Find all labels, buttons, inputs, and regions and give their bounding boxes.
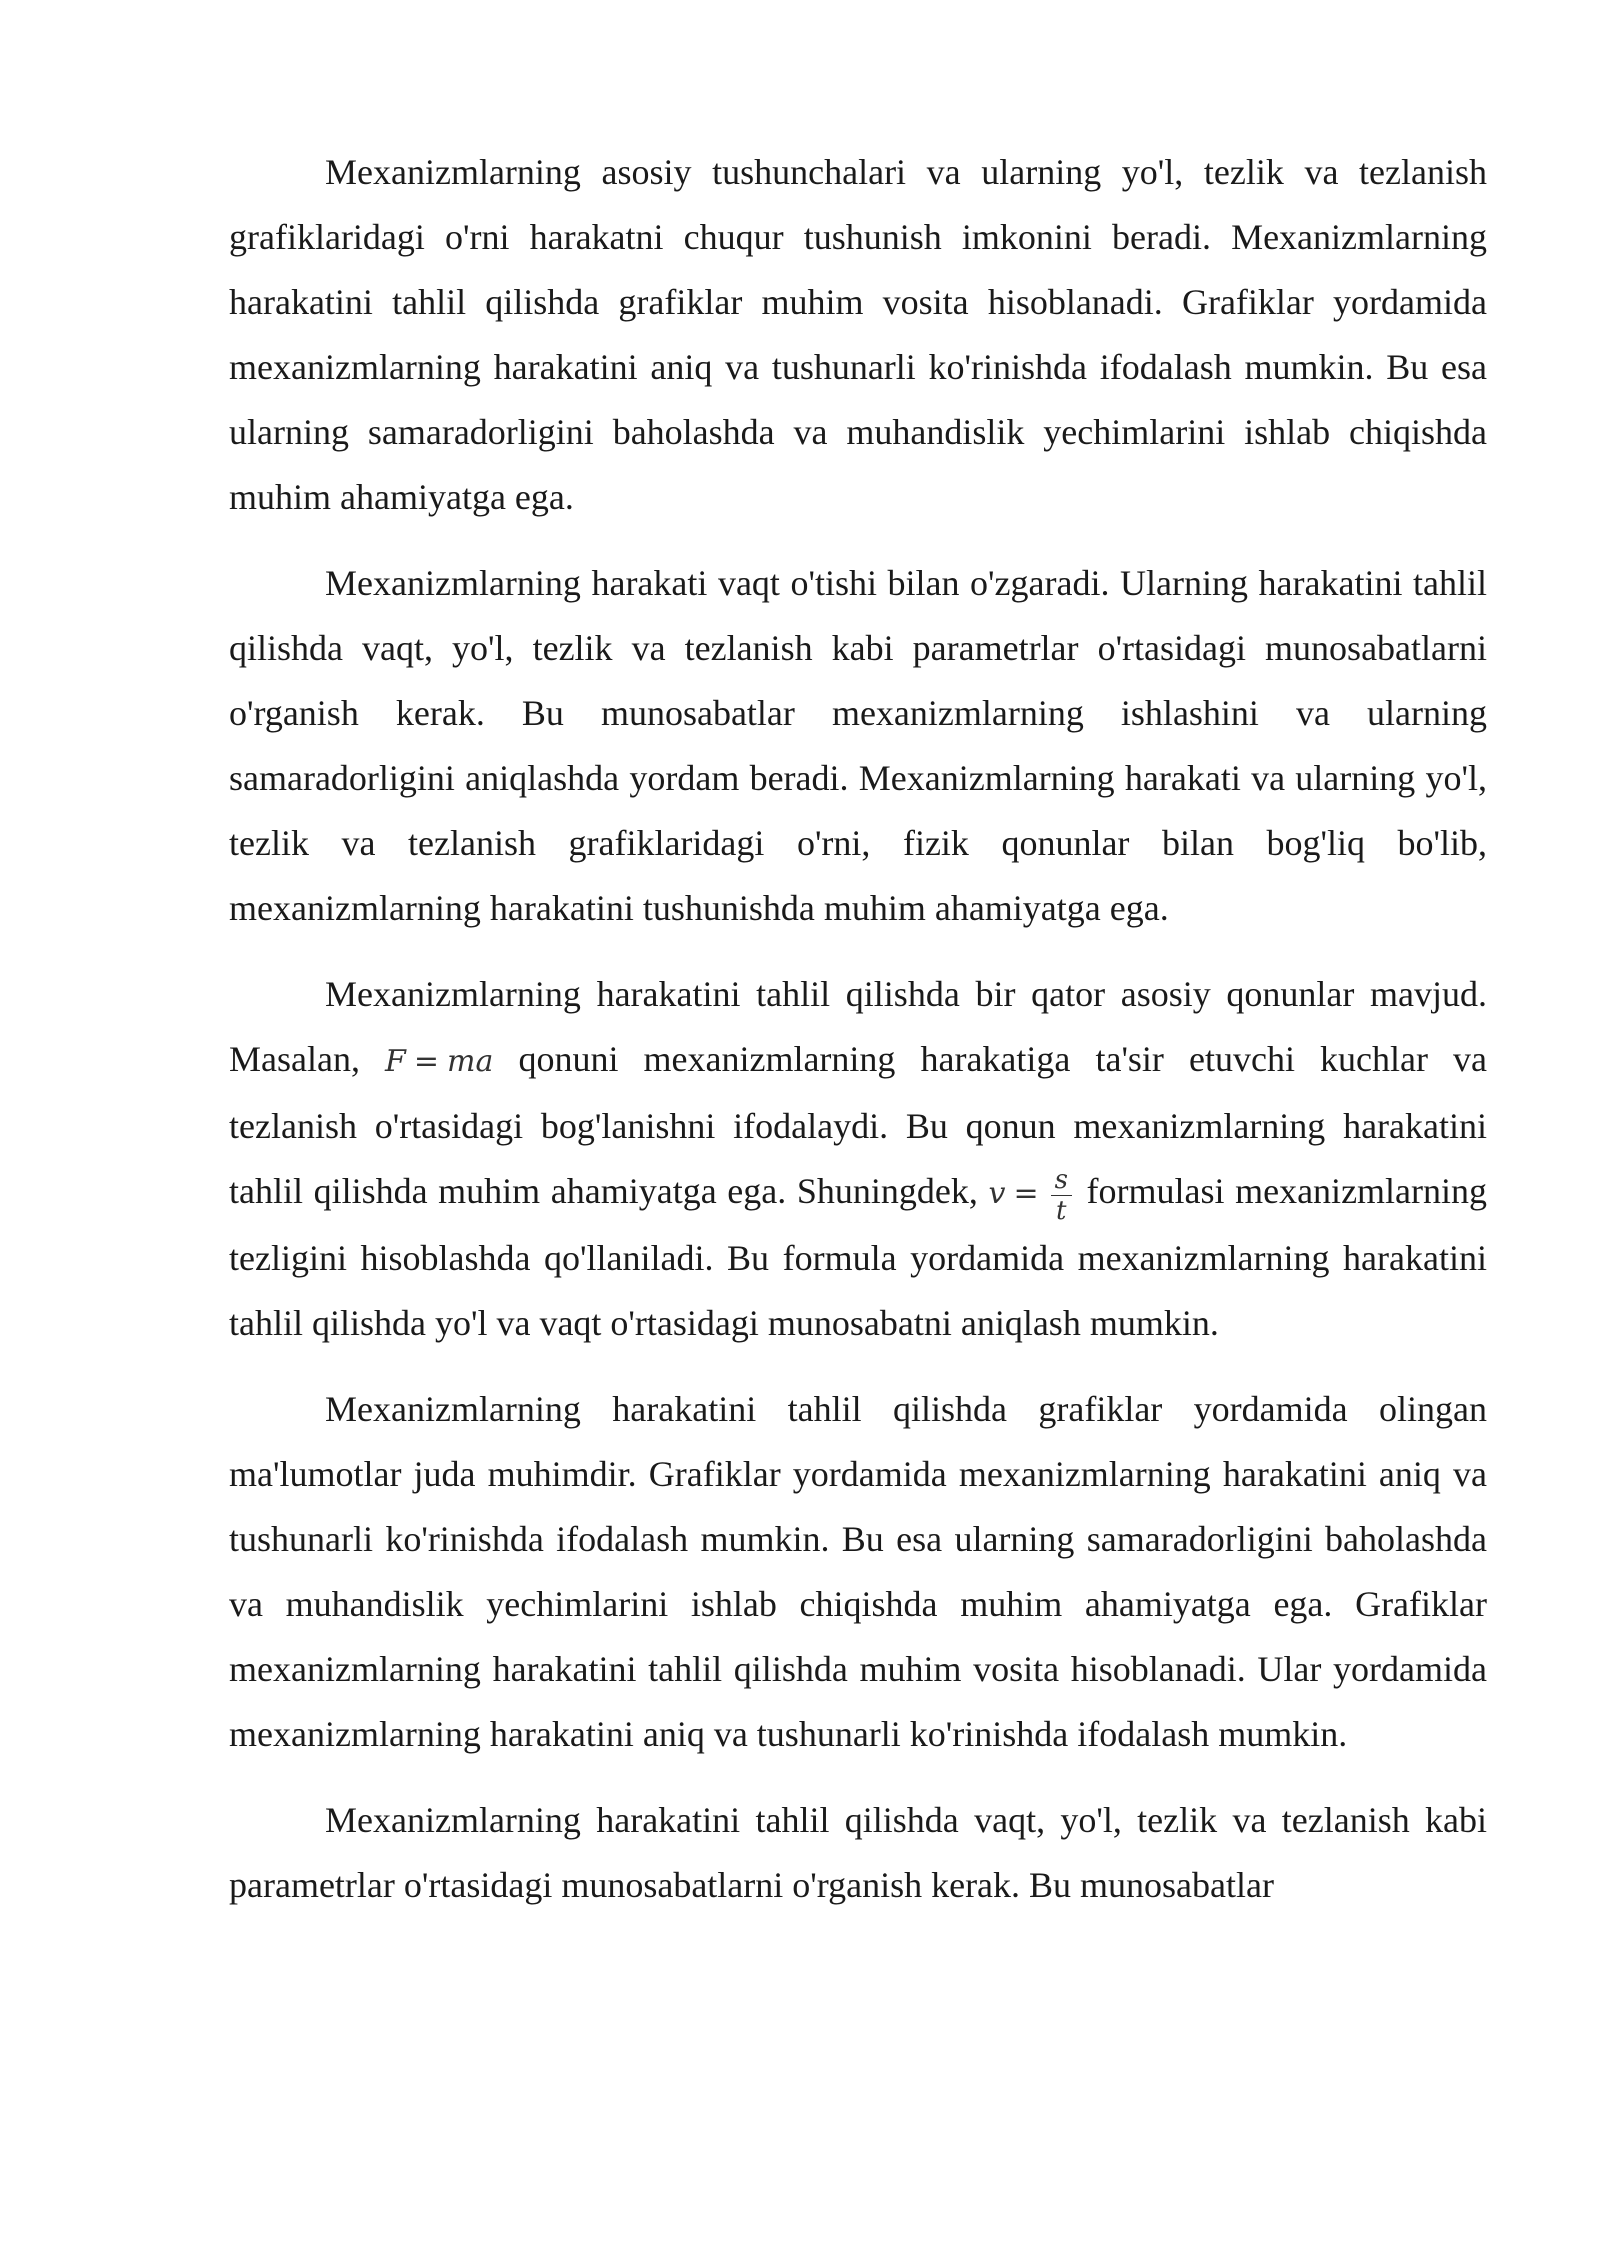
formula-newton — [385, 1044, 493, 1079]
paragraph-2: Mexanizmlarning harakati vaqt o'tishi bilan o'zgaradi. Ularning harakatini tahlil qilishda vaqt, yo'l, tezlik va tezlanish kabi parametrlar o'rtasidagi munosabatlarni o'rganish kerak. Bu munosabatlar mexanizmlarning ishlashini va ularning samaradorligini aniqlashda yordam beradi. Mexanizmlarning harakati va ularning yo'l, tezlik va tezlanish grafiklaridagi o'rni, fizik qonunlar bilan bog'liq bo'lib, mexanizmlarning harakatini tushunishda muhim ahamiyatga ega. — [229, 563, 1487, 928]
paragraph-3-text-a: Mexanizmlarning harakatini tahlil qilishda bir qator asosiy qonunlar mavjud. Masalan, — [229, 974, 1487, 1079]
paragraph-3-text-b: qonuni mexanizmlarning harakatiga ta'sir etuvchi kuchlar va tezlanish o'rtasidagi bog'lanishni ifodalaydi. Bu qonun mexanizmlarning harakatini tahlil qilishda muhim ahamiyatga ega. Shuningdek, — [229, 1039, 1488, 1211]
paragraph-5: Mexanizmlarning harakatini tahlil qilishda vaqt, yo'l, tezlik va tezlanish kabi parametrlar o'rtasidagi munosabatlarni o'rganish kerak. Bu munosabatlar — [229, 1800, 1487, 1905]
formula-newton-rhs: ma — [447, 1044, 494, 1079]
fraction-numerator: s — [1051, 1165, 1072, 1196]
paragraph-4: Mexanizmlarning harakatini tahlil qilishda grafiklar yordamida olingan ma'lumotlar juda muhimdir. Grafiklar yordamida mexanizmlarning harakatini aniq va tushunarli ko'rinishda ifodalash mumkin. Bu esa ularning samaradorligini baholashda va muhandislik yechimlarini ishlab chiqishda muhim ahamiyatga ega. Grafiklar mexanizmlarning harakatini tahlil qilishda muhim vosita hisoblanadi. Ular yordamida mexanizmlarning harakatini aniq va tushunarli ko'rinishda ifodalash mumkin. — [229, 1389, 1487, 1754]
formula-newton-lhs: F — [385, 1044, 406, 1079]
fraction-denominator: t — [1056, 1195, 1067, 1226]
formula-newton-equals: = — [413, 1044, 440, 1079]
formula-velocity-fraction — [1051, 1165, 1072, 1226]
formula-velocity — [988, 1164, 1075, 1226]
paragraph-3 — [229, 962, 1487, 1356]
document-page — [229, 140, 1487, 1939]
formula-velocity-lhs: v — [988, 1176, 1006, 1211]
formula-velocity-equals: = — [1013, 1176, 1039, 1211]
paragraph-1: Mexanizmlarning asosiy tushunchalari va ularning yo'l, tezlik va tezlanish grafiklaridagi o'rni harakatni chuqur tushunish imkonini beradi. Mexanizmlarning harakatini tahlil qilishda grafiklar muhim vosita hisoblanadi. Grafiklar yordamida mexanizmlarning harakatini aniq va tushunarli ko'rinishda ifodalash mumkin. Bu esa ularning samaradorligini baholashda va muhandislik yechimlarini ishlab chiqishda muhim ahamiyatga ega. — [229, 152, 1487, 517]
paragraph-3-text-c: formulasi mexanizmlarning tezligini hisoblashda qo'llaniladi. Bu formula yordamida mexanizmlarning harakatini tahlil qilishda yo'l va vaqt o'rtasidagi munosabatni aniqlash mumkin. — [229, 1171, 1488, 1343]
